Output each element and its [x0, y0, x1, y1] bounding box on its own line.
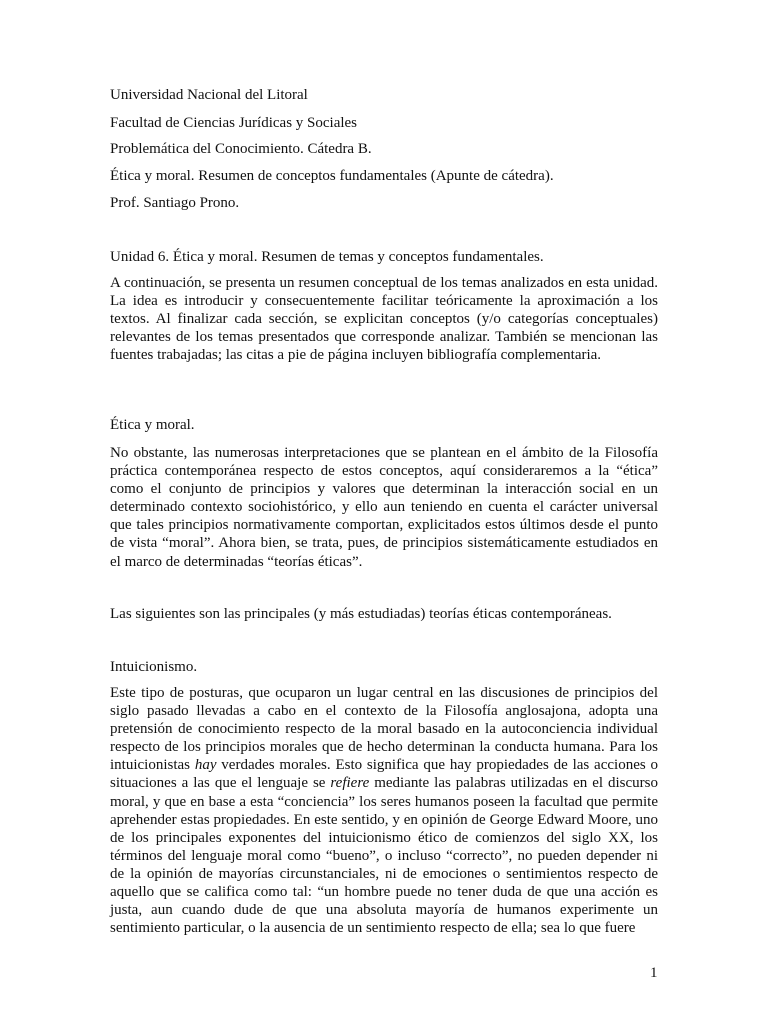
faculty-line: Facultad de Ciencias Jurídicas y Sociales [110, 115, 358, 131]
document-title-line: Ética y moral. Resumen de conceptos fundamentales (Apunte de cátedra). [110, 168, 554, 184]
section-heading-intuitionism: Intuicionismo. [110, 659, 198, 675]
section-heading-ethics: Ética y moral. [110, 417, 195, 433]
intuitionism-emphasis-hay: hay [194, 757, 217, 774]
page-number: 1 [650, 965, 658, 981]
intro-paragraph [110, 274, 658, 364]
intuitionism-emphasis-refiere: refiere [330, 775, 370, 792]
ethics-paragraph-text: No obstante, las numerosas interpretaciones que se plantean en el ámbito de la Filosofía práctica contemporánea respecto de estos conceptos, aquí consideraremos a la “ética” como el conjunto de principios y valores que determinan la interacción social en un determinado contexto sociohistórico, y ello aun teniendo en cuenta el carácter universal que tales principios normativamente comportan, explicitados estos últimos desde el punto de vista “moral”. Ahora bien, se trata, pues, de principios sistemáticamente estudiados en el marco de determinadas “teorías éticas”. [110, 445, 658, 570]
professor-line: Prof. Santiago Prono. [110, 195, 240, 211]
intuitionism-paragraph-text [110, 684, 658, 937]
unit-heading: Unidad 6. Ética y moral. Resumen de temas y conceptos fundamentales. [110, 249, 544, 265]
course-line: Problemática del Conocimiento. Cátedra B. [110, 141, 372, 157]
intuitionism-text-part-1: Este tipo de posturas, que ocuparon un lugar central en las discusiones de principios del siglo pasado llevadas a cabo en el contexto de la Filosofía anglosajona, adopta una pretensión de conocimiento respecto de la moral basado en la autoconciencia individual respecto de los principios morales que de hecho determinan la conducta humana. Para los intuicionistas [110, 685, 658, 774]
ethics-paragraph [110, 444, 658, 571]
theories-intro-line: Las siguientes son las principales (y más estudiadas) teorías éticas contemporáneas. [110, 606, 612, 622]
intro-paragraph-text: A continuación, se presenta un resumen conceptual de los temas analizados en esta unidad. La idea es introducir y consecuentemente facilitar teóricamente la aproximación a los textos. Al finalizar cada sección, se explicitan conceptos (y/o categorías conceptuales) relevantes de los temas presentados que corresponde analizar. También se mencionan las fuentes trabajadas; las citas a pie de página incluyen bibliografía complementaria. [110, 275, 658, 364]
intuitionism-paragraph [110, 684, 658, 937]
intuitionism-text-part-3: mediante las palabras utilizadas en el discurso moral, y que en base a esta “conciencia” los seres humanos poseen la facultad que permite aprehender estas propiedades. En este sentido, y en opinión de George Edward Moore, uno de los principales exponentes del intuicionismo ético de comienzos del siglo XX, los términos del lenguaje moral como “bueno”, o incluso “correcto”, no pueden depender ni de la opinión de mayorías circunstanciales, ni de emociones o sentimientos respecto de aquello que se califica como tal: “un hombre puede no tener duda de que una acción es justa, aun cuando dude de que una absoluta mayoría de humanos experimente un sentimiento particular, o la ausencia de un sentimiento respecto de ella; sea lo que fuere [110, 775, 658, 937]
university-line: Universidad Nacional del Litoral [110, 87, 308, 103]
intuitionism-text-part-2: verdades morales. Esto significa que hay propiedades de las acciones o situaciones a las que el lenguaje se [110, 757, 658, 792]
